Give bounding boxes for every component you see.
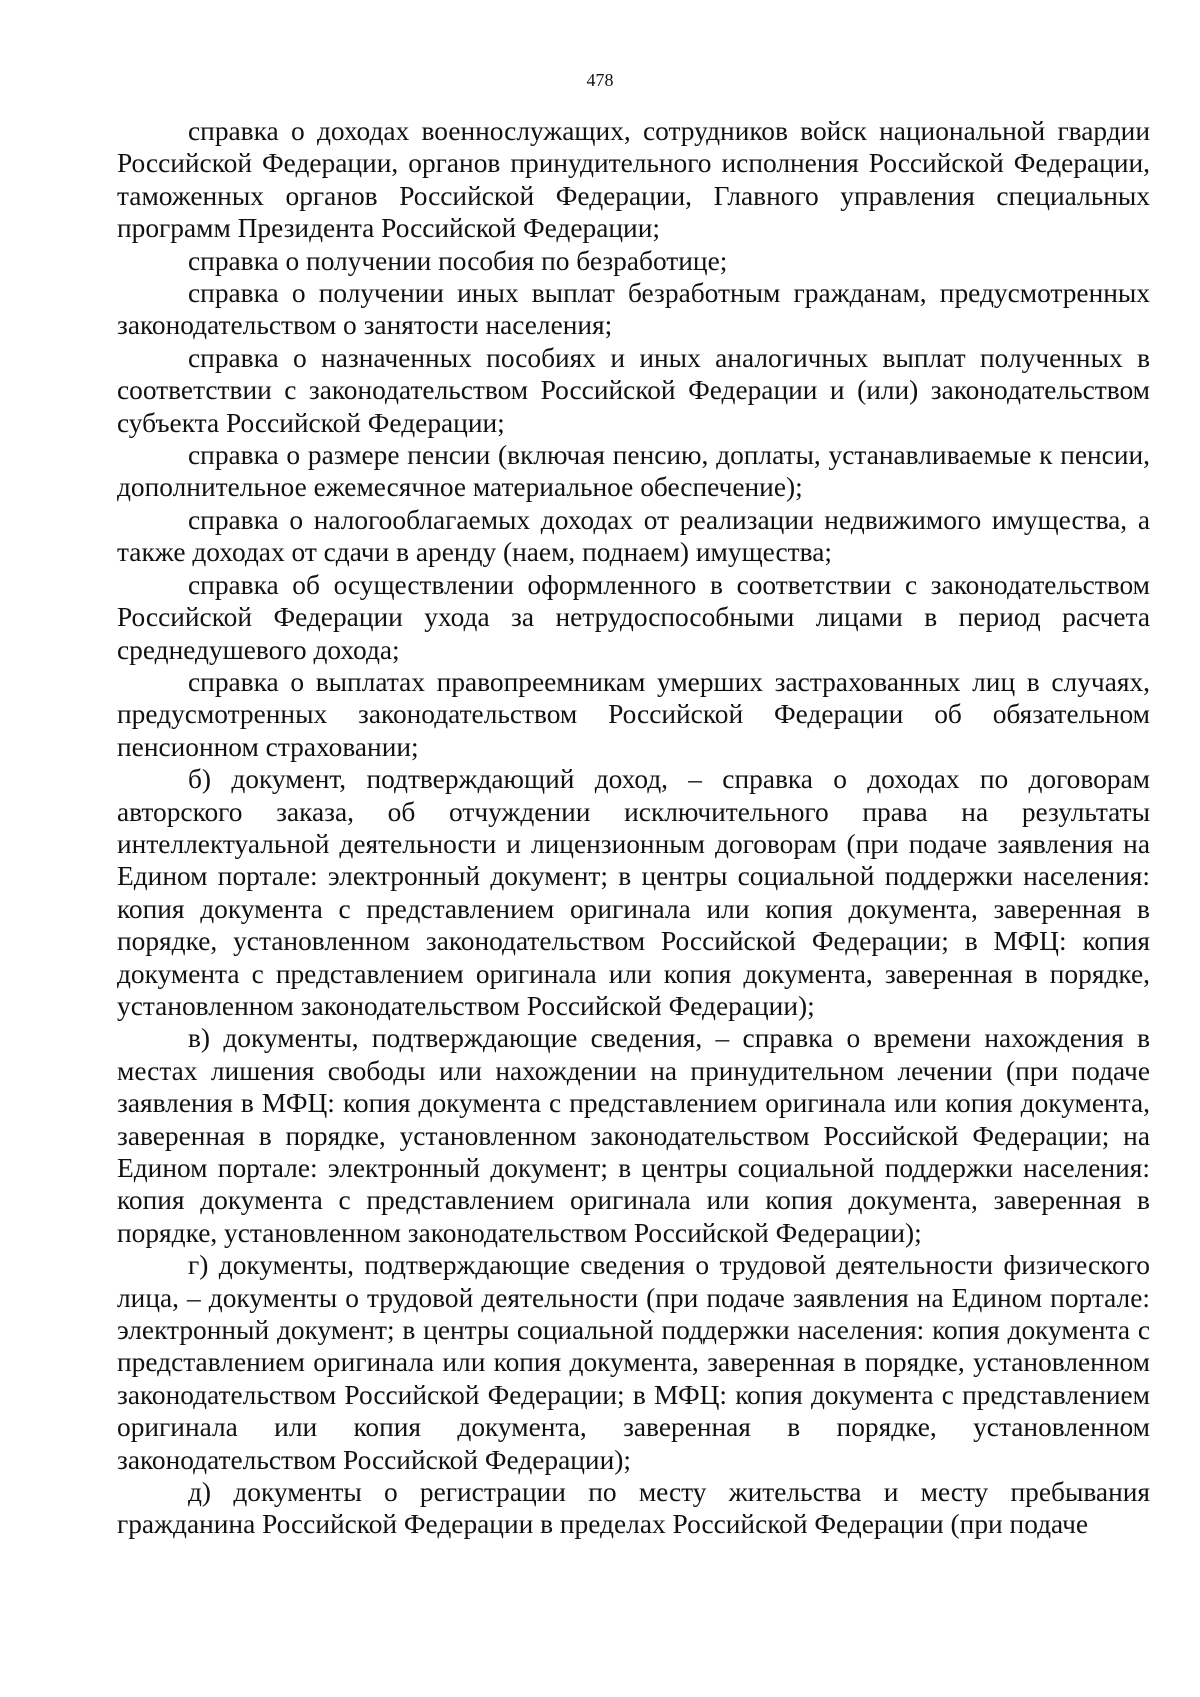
paragraph-military-income-certificate: справка о доходах военнослужащих, сотрудников войск национальной гвардии Российской Федерации, органов принудительного исполнения Российской Федерации, таможенных органов Российской Федерации, Главного управления специальных программ Президента Российской Федерации; [117,116,1150,244]
paragraph-item-v: в) документы, подтверждающие сведения, – справка о времени нахождения в местах лишения свободы или нахождении на принудительном лечении (при подаче заявления в МФЦ: копия документа с представлением оригинала или копия документа, заверенная в порядке, установленном законодательством Российской Федерации; на Едином портале: электронный документ; в центры социальной поддержки населения: копия документа с представлением оригинала или копия документа, заверенная в порядке, установленном законодательством Российской Федерации); [117,1023,1150,1248]
paragraph-item-b: б) документ, подтверждающий доход, – справка о доходах по договорам авторского заказа, об отчуждении исключительного права на результаты интеллектуальной деятельности и лицензионным договорам (при подаче заявления на Едином портале: электронный документ; в центры социальной поддержки населения: копия документа с представлением оригинала или копия документа, заверенная в порядке, установленном законодательством Российской Федерации; в МФЦ: копия документа с представлением оригинала или копия документа, заверенная в порядке, установленном законодательством Российской Федерации); [117,764,1150,1021]
paragraph-care-for-disabled: справка об осуществлении оформленного в соответствии с законодательством Российской Федерации ухода за нетрудоспособными лицами в период расчета среднедушевого дохода; [117,569,1150,665]
paragraph-taxable-income: справка о налогооблагаемых доходах от реализации недвижимого имущества, а также доходах от сдачи в аренду (наем, поднаем) имущества; [117,504,1150,568]
paragraph-unemployed-payments: справка о получении иных выплат безработным гражданам, предусмотренных законодательством о занятости населения; [117,278,1150,341]
paragraph-successor-payments: справка о выплатах правопреемникам умерших застрахованных лиц в случаях, предусмотренных законодательством Российской Федерации об обязательном пенсионном страховании; [117,666,1150,762]
document-body [117,115,1150,1541]
paragraph-item-d: д) документы о регистрации по месту жительства и месту пребывания гражданина Российской Федерации в пределах Российской Федерации (при подаче [117,1477,1150,1540]
page-number: 478 [586,70,614,90]
paragraph-unemployment-benefit: справка о получении пособия по безработице; [188,245,728,276]
paragraph-item-g: г) документы, подтверждающие сведения о трудовой деятельности физического лица, – документы о трудовой деятельности (при подаче заявления на Едином портале: электронный документ; в центры социальной поддержки населения: копия документа с представлением оригинала или копия документа, заверенная в порядке, установленном законодательством Российской Федерации; в МФЦ: копия документа с представлением оригинала или копия документа, заверенная в порядке, установленном законодательством Российской Федерации); [117,1250,1150,1475]
paragraph-assigned-benefits: справка о назначенных пособиях и иных аналогичных выплат полученных в соответствии с законодательством Российской Федерации и (или) законодательством субъекта Российской Федерации; [117,342,1150,438]
paragraph-pension-amount: справка о размере пенсии (включая пенсию, доплаты, устанавливаемые к пенсии, дополнительное ежемесячное материальное обеспечение); [117,440,1150,503]
